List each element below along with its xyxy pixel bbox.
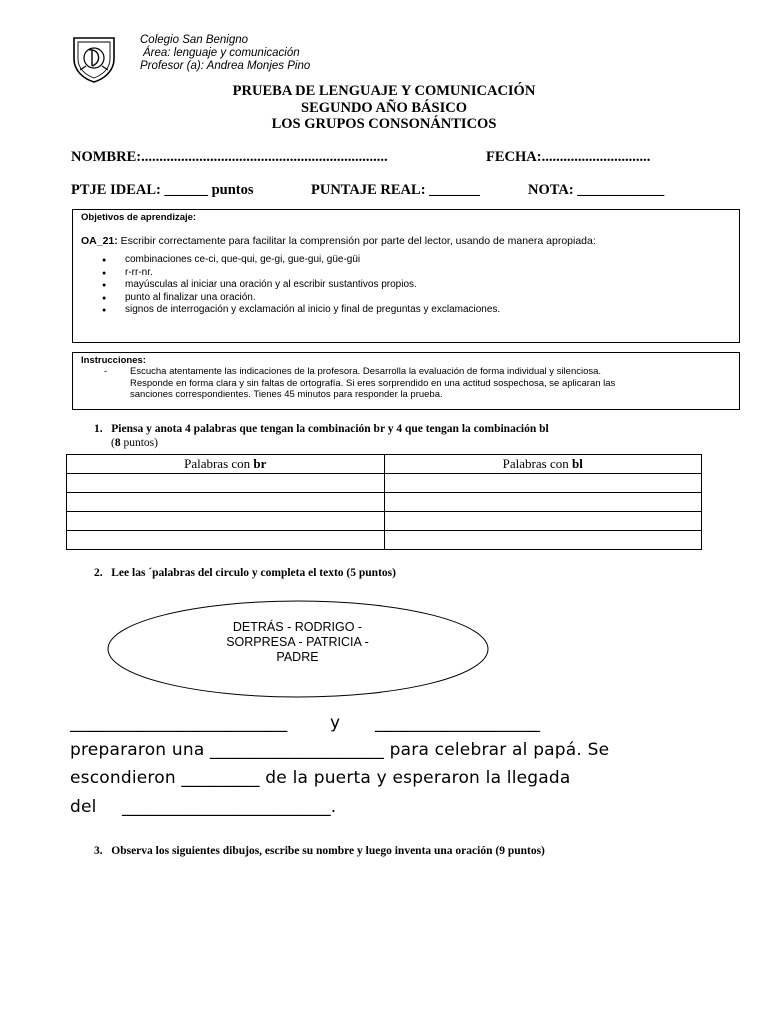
title-line-1: PRUEBA DE LENGUAJE Y COMUNICACIÓN (232, 83, 536, 99)
ptje-ideal-field[interactable]: PTJE IDEAL: ______ puntos (71, 182, 254, 198)
question-3-text: Observa los siguientes dibujos, escribe su nombre y luego inventa una oración (9 puntos) (111, 845, 545, 857)
objectives-list (81, 254, 731, 317)
fill-blank-1[interactable]: _________________________ (70, 713, 288, 733)
school-name: Colegio San Benigno (140, 34, 249, 46)
nombre-field[interactable]: NOMBRE:.................................................................... (71, 149, 388, 165)
question-1-text: Piensa y anota 4 palabras que tengan la combinación br y 4 que tengan la combinación bl (111, 423, 549, 435)
br-word-cell[interactable] (67, 474, 385, 493)
school-info (140, 34, 310, 73)
fill-line-2[interactable]: prepararon una ____________________ para celebrar al papá. Se (70, 740, 610, 760)
words-table (66, 454, 702, 550)
circle-word-line: SORPRESA - PATRICIA - (226, 635, 369, 649)
table-row (67, 493, 702, 512)
school-area: Área: lenguaje y comunicación (143, 47, 300, 59)
question-3-number: 3. (94, 845, 103, 857)
oa-code: OA_21: (81, 235, 118, 247)
objective-item: ● mayúsculas al iniciar una oración y al escribir sustantivos propios. (125, 279, 731, 292)
fill-connector-y: y (330, 713, 341, 733)
question-1-number: 1. (94, 423, 103, 435)
fecha-field[interactable]: FECHA:.............................. (486, 149, 651, 165)
fill-line-3[interactable]: escondieron _________ de la puerta y esperaron la llegada (70, 768, 571, 788)
instruction-line: Responde en forma clara y sin faltas de ortografía. Si eres sorprendido en una actitud sospechosa, se aplicaran las (130, 377, 616, 389)
title-line-2: SEGUNDO AÑO BÁSICO (301, 99, 467, 116)
question-1 (94, 423, 549, 435)
question-1-points: (8 puntos) (111, 437, 158, 449)
column-header-bl: Palabras con bl (384, 455, 702, 474)
objective-item: ● combinaciones ce-ci, que-qui, ge-gi, gue-gui, güe-güi (125, 254, 731, 267)
oa-text: Escribir correctamente para facilitar la comprensión por parte del lector, usando de manera apropiada: (117, 235, 596, 247)
fill-blank-2[interactable]: ___________________ (375, 713, 541, 733)
instructions-heading: Instrucciones: (81, 355, 146, 366)
table-row (67, 474, 702, 493)
instruction-line: sanciones correspondientes. Tienes 45 minutos para responder la prueba. (130, 389, 443, 400)
title-line-3: LOS GRUPOS CONSONÁNTICOS (271, 116, 497, 132)
objective-item: ● punto al finalizar una oración. (125, 292, 731, 305)
bl-word-cell[interactable] (384, 512, 702, 531)
br-word-cell[interactable] (67, 493, 385, 512)
objectives-heading: Objetivos de aprendizaje: (81, 212, 197, 223)
question-2 (94, 567, 396, 579)
objective-item: ● r-rr-nr. (125, 267, 731, 280)
bl-word-cell[interactable] (384, 531, 702, 550)
question-3 (94, 845, 545, 857)
fill-blank-4[interactable]: ________________________. (122, 797, 337, 817)
question-2-text: Lee las ´palabras del circulo y completa el texto (5 puntos) (111, 567, 396, 579)
bl-word-cell[interactable] (384, 474, 702, 493)
objective-oa21 (81, 235, 731, 247)
circle-words (190, 620, 405, 665)
instructions-box (72, 352, 740, 410)
column-header-br: Palabras con br (67, 455, 385, 474)
table-header-row (67, 455, 702, 474)
objective-item: ● signos de interrogación y exclamación al inicio y final de preguntas y exclamaciones. (125, 304, 731, 317)
nota-field[interactable]: NOTA: ____________ (528, 182, 665, 198)
instruction-line: Escucha atentamente las indicaciones de la profesora. Desarrolla la evaluación de forma individual y silenciosa. (130, 366, 602, 377)
br-word-cell[interactable] (67, 531, 385, 550)
school-crest-logo (71, 35, 117, 83)
bl-word-cell[interactable] (384, 493, 702, 512)
school-teacher: Profesor (a): Andrea Monjes Pino (140, 60, 311, 72)
objectives-box (72, 209, 740, 343)
fill-line-4-del: del (70, 797, 97, 817)
br-word-cell[interactable] (67, 512, 385, 531)
circle-word-line: PADRE (276, 650, 319, 664)
instructions-bullet: - (104, 366, 108, 377)
table-row (67, 531, 702, 550)
test-title-block (0, 83, 768, 133)
table-row (67, 512, 702, 531)
question-2-number: 2. (94, 567, 103, 579)
puntaje-real-field[interactable]: PUNTAJE REAL: _______ (311, 182, 480, 198)
circle-word-line: DETRÁS - RODRIGO - (232, 620, 363, 634)
